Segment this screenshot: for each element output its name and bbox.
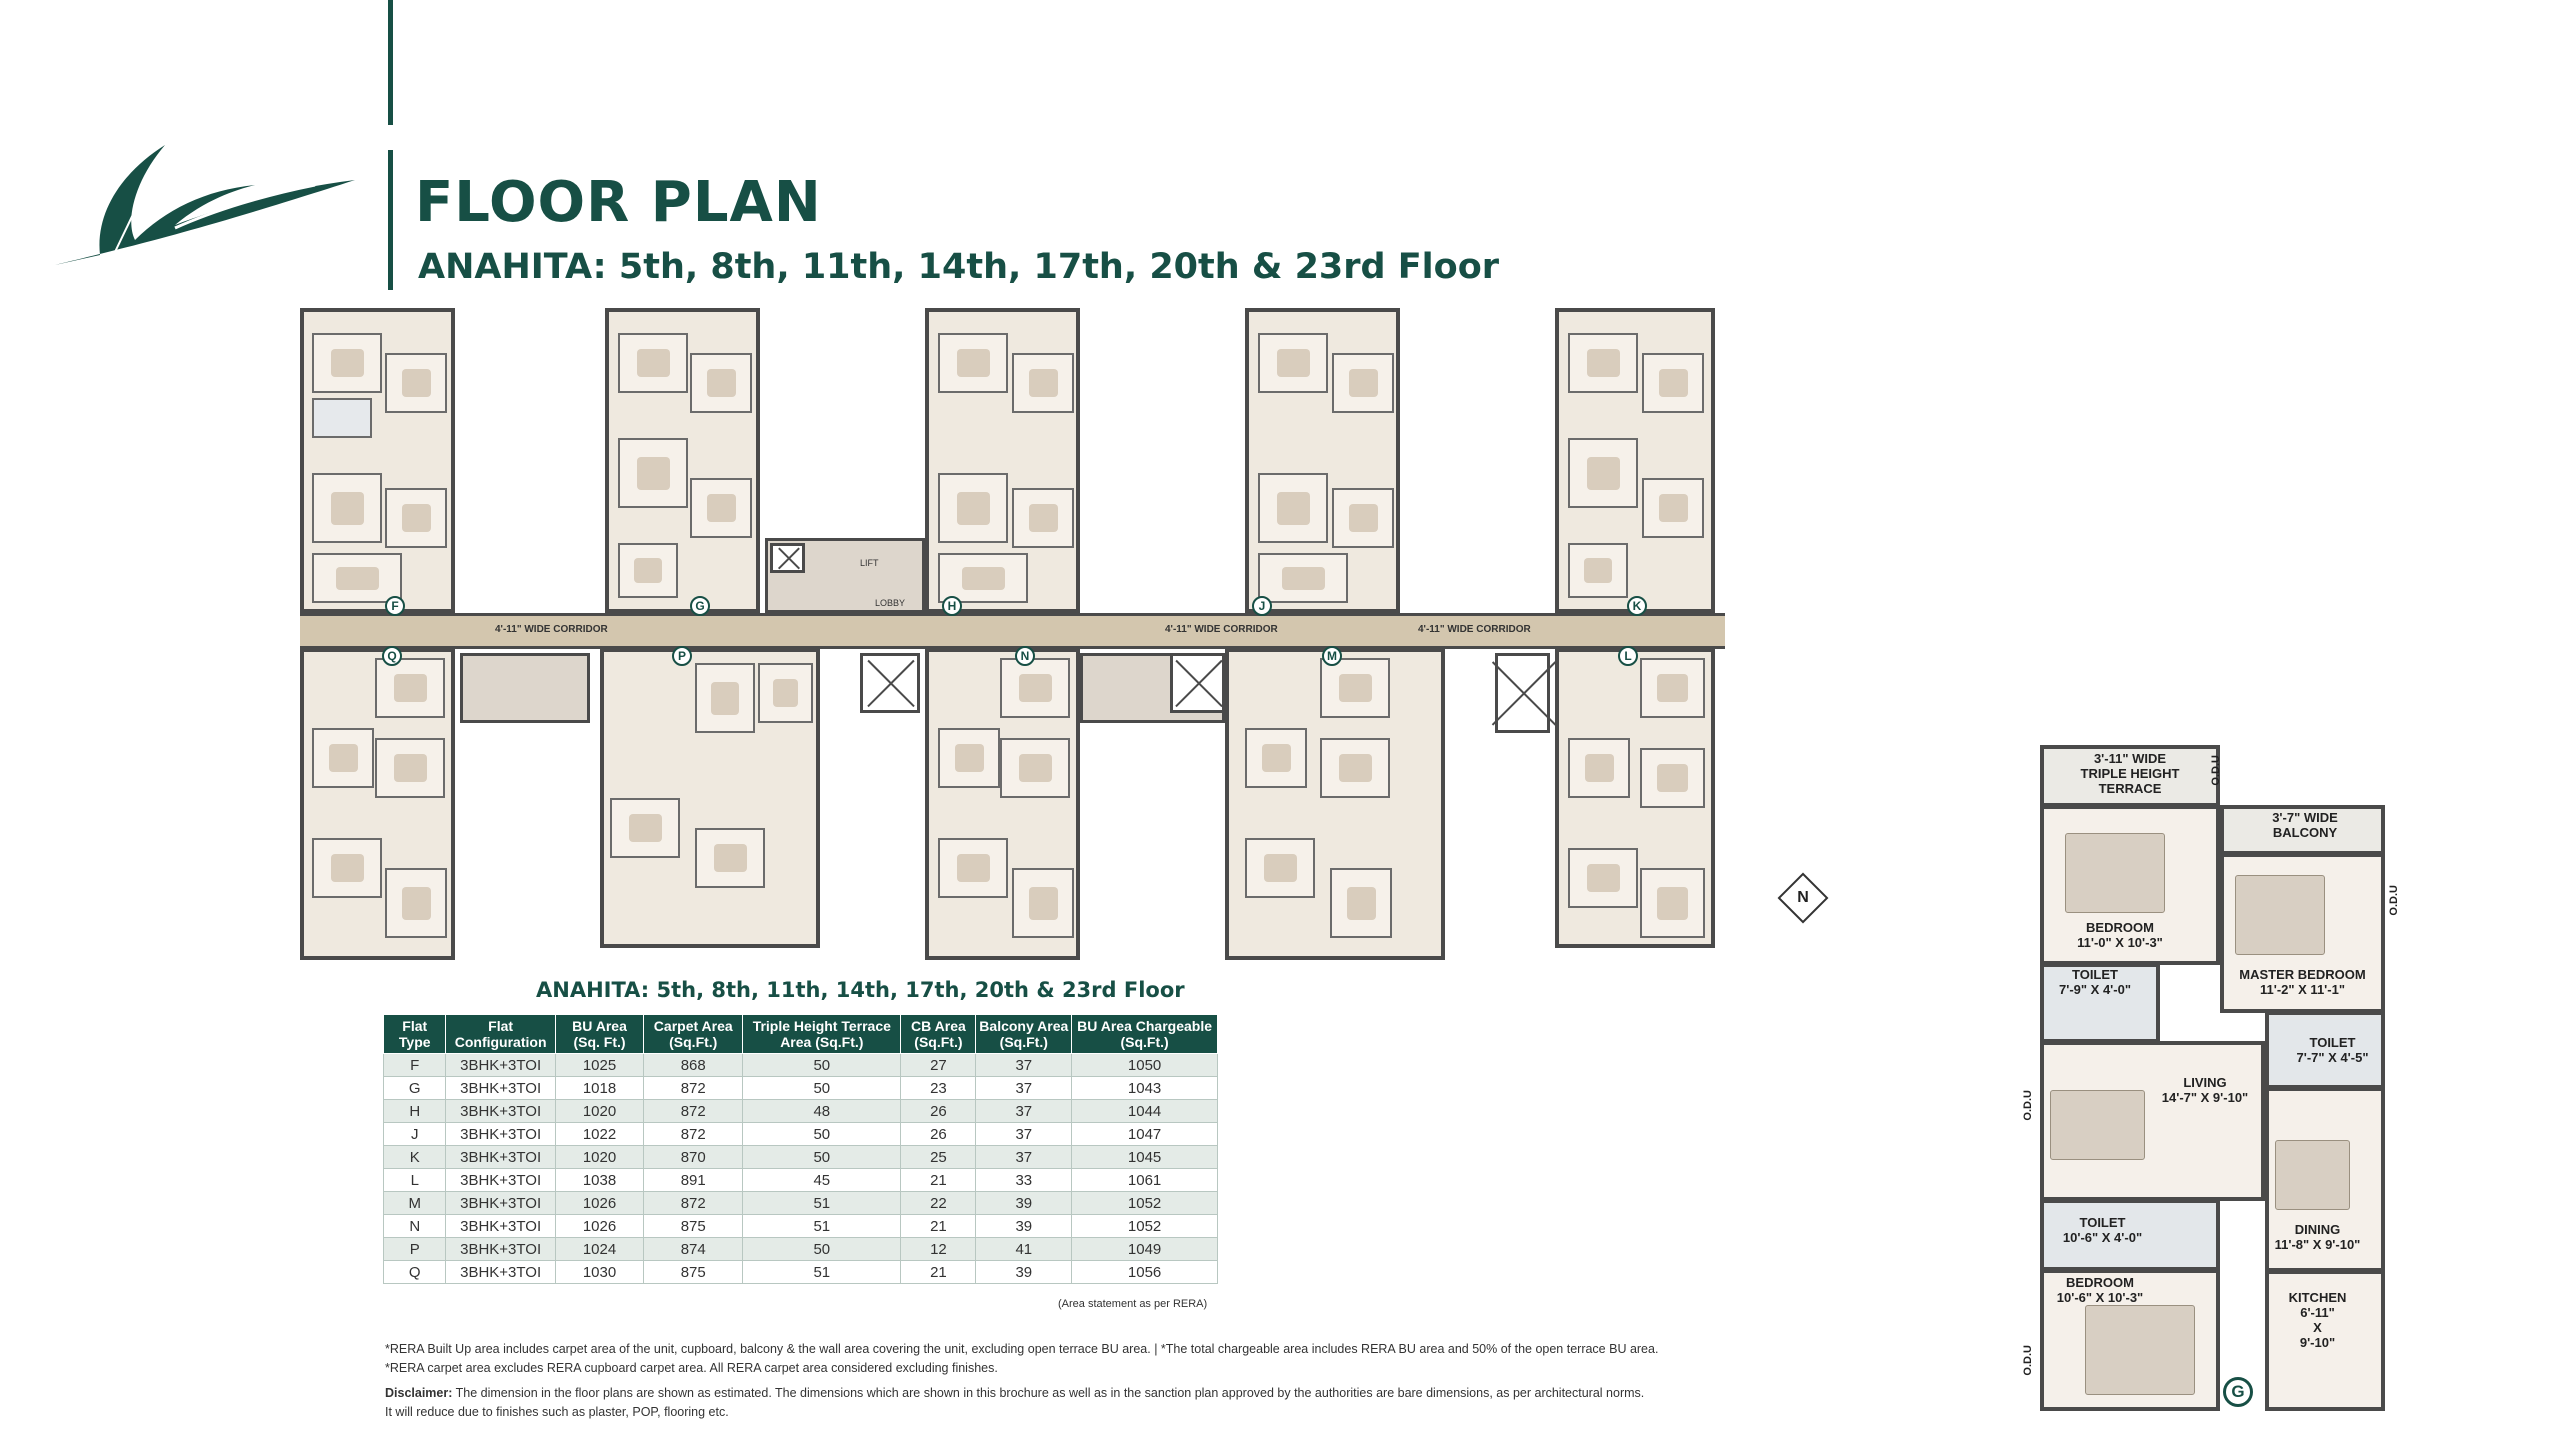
table-cell: 1043 [1072,1077,1218,1100]
room [1000,738,1070,798]
room [1245,728,1307,788]
table-cell: 41 [976,1238,1072,1261]
footnote: *RERA carpet area excludes RERA cupboard carpet area. All RERA carpet area considered excluding finishes. [385,1361,998,1375]
table-cell: 39 [976,1261,1072,1284]
table-cell: 3BHK+3TOI [446,1146,555,1169]
room [1640,868,1705,938]
room [1320,658,1390,718]
table-cell: 3BHK+3TOI [446,1192,555,1215]
room [1258,333,1328,393]
disclaimer-label: Disclaimer: [385,1386,453,1400]
table-cell: 50 [743,1238,901,1261]
table-cell: J [384,1123,446,1146]
room [618,438,688,508]
table-cell: 1056 [1072,1261,1218,1284]
bedroom-2-label: BEDROOM 10'-6" X 10'-3" [2056,1275,2144,1305]
table-cell: 1052 [1072,1215,1218,1238]
kitchen-label: KITCHEN 6'-11" X 9'-10" [2288,1290,2347,1350]
flat-badge-j: J [1252,596,1272,616]
table-cell: 1049 [1072,1238,1218,1261]
room [375,738,445,798]
table-cell: 1044 [1072,1100,1218,1123]
area-table-title: ANAHITA: 5th, 8th, 11th, 14th, 17th, 20th & 23rd Floor [536,978,1185,1002]
lobby-label: LOBBY [875,598,906,608]
sofa-icon [2050,1090,2145,1160]
table-cell: F [384,1054,446,1077]
room [938,333,1008,393]
toilet-2-label: TOILET 7'-7" X 4'-5" [2296,1035,2369,1065]
room [1320,738,1390,798]
table-cell: 870 [644,1146,743,1169]
room [375,658,445,718]
shaft [860,653,920,713]
living-label: LIVING 14'-7" X 9'-10" [2161,1075,2249,1105]
flat-badge-f: F [385,596,405,616]
bed-icon [2085,1305,2195,1395]
room [1568,738,1630,798]
table-header: Flat Type [384,1015,446,1054]
table-cell: 37 [976,1146,1072,1169]
shaft [1495,653,1550,733]
room [1258,553,1348,603]
table-cell: 3BHK+3TOI [446,1123,555,1146]
north-arrow-icon: N [1778,873,1829,924]
table-cell: 1050 [1072,1054,1218,1077]
flat-badge-g: G [690,596,710,616]
table-cell: 3BHK+3TOI [446,1169,555,1192]
table-cell: 1020 [555,1100,644,1123]
corridor-label: 4'-11" WIDE CORRIDOR [1165,624,1278,635]
table-cell: 3BHK+3TOI [446,1077,555,1100]
disclaimer [385,1384,1735,1403]
room [610,798,680,858]
flat-badge-m: M [1322,646,1342,666]
table-row [384,1238,1218,1261]
table-cell: 50 [743,1077,901,1100]
room [1012,868,1074,938]
table-row [384,1054,1218,1077]
table-cell: 25 [901,1146,976,1169]
room [1332,353,1394,413]
table-cell: 1038 [555,1169,644,1192]
odu-label: O.D.U [2022,1345,2034,1376]
table-cell: 1026 [555,1192,644,1215]
table-cell: 27 [901,1054,976,1077]
room [1258,473,1328,543]
room [312,398,372,438]
table-row [384,1123,1218,1146]
room [1332,488,1394,548]
table-cell: N [384,1215,446,1238]
table-header: Triple Height Terrace Area (Sq.Ft.) [743,1015,901,1054]
table-header: Carpet Area (Sq.Ft.) [644,1015,743,1054]
room [312,838,382,898]
table-cell: 3BHK+3TOI [446,1100,555,1123]
room [938,473,1008,543]
building-floor-plan [300,308,1730,960]
dining-label: DINING 11'-8" X 9'-10" [2274,1222,2361,1252]
table-cell: 50 [743,1146,901,1169]
room [312,728,374,788]
room [758,663,813,723]
table-cell: 1025 [555,1054,644,1077]
table-cell: L [384,1169,446,1192]
table-cell: 37 [976,1100,1072,1123]
table-cell: 868 [644,1054,743,1077]
room [1000,658,1070,718]
table-cell: 3BHK+3TOI [446,1054,555,1077]
room [690,478,752,538]
table-cell: 875 [644,1261,743,1284]
table-cell: 37 [976,1123,1072,1146]
table-header: Flat Configuration [446,1015,555,1054]
room [1330,868,1392,938]
room [1568,543,1628,598]
stair-core [460,653,590,723]
table-cell: 1024 [555,1238,644,1261]
table-cell: P [384,1238,446,1261]
area-statement-table [383,1014,1218,1284]
flat-badge-n: N [1015,646,1035,666]
flat-badge-k: K [1627,596,1647,616]
table-cell: 51 [743,1192,901,1215]
page-title: FLOOR PLAN [415,170,822,235]
table-cell: 12 [901,1238,976,1261]
room [385,353,447,413]
leaf-logo-icon [55,140,355,275]
table-cell: 874 [644,1238,743,1261]
room [695,828,765,888]
toilet-3-label: TOILET 10'-6" X 4'-0" [2062,1215,2143,1245]
table-cell: 50 [743,1123,901,1146]
table-cell: Q [384,1261,446,1284]
page-subtitle: ANAHITA: 5th, 8th, 11th, 14th, 17th, 20th & 23rd Floor [418,247,1500,287]
table-header: BU Area (Sq. Ft.) [555,1015,644,1054]
flat-badge-h: H [942,596,962,616]
table-header: BU Area Chargeable (Sq.Ft.) [1072,1015,1218,1054]
table-cell: G [384,1077,446,1100]
header-divider [388,0,393,125]
room [1568,333,1638,393]
room [690,353,752,413]
table-cell: 3BHK+3TOI [446,1238,555,1261]
table-cell: 45 [743,1169,901,1192]
area-note: (Area statement as per RERA) [1058,1298,1208,1310]
room [938,728,1000,788]
table-cell: K [384,1146,446,1169]
table-cell: 891 [644,1169,743,1192]
table-cell: 1020 [555,1146,644,1169]
room [1245,838,1315,898]
table-cell: 39 [976,1215,1072,1238]
table-row [384,1169,1218,1192]
table-cell: 50 [743,1054,901,1077]
room [618,333,688,393]
table-cell: 872 [644,1123,743,1146]
flat-badge-q: Q [382,646,402,666]
table-cell: 51 [743,1215,901,1238]
table-cell: 1030 [555,1261,644,1284]
table-cell: 872 [644,1192,743,1215]
table-cell: 1052 [1072,1192,1218,1215]
room [1012,353,1074,413]
odu-label: O.D.U [2210,755,2222,786]
room [1012,488,1074,548]
table-cell: 22 [901,1192,976,1215]
table-cell: 37 [976,1054,1072,1077]
table-row [384,1261,1218,1284]
odu-label: O.D.U [2022,1090,2034,1121]
lift-label: LIFT [860,558,879,568]
room [312,553,402,603]
table-cell: 33 [976,1169,1072,1192]
room [1640,658,1705,718]
footnote: It will reduce due to finishes such as plaster, POP, flooring etc. [385,1405,729,1419]
shaft [770,543,805,573]
terrace-label: 3'-11" WIDE TRIPLE HEIGHT TERRACE [2080,751,2180,796]
master-bedroom-label: MASTER BEDROOM 11'-2" X 11'-1" [2239,967,2366,997]
room [1568,848,1638,908]
flat-badge-p: P [672,646,692,666]
footnote: *RERA Built Up area includes carpet area of the unit, cupboard, balcony & the wall area covering the unit, excluding open terrace BU area. | *The total chargeable area includes RERA BU area and 50% of the open terrace BU area. [385,1342,1659,1356]
table-cell: M [384,1192,446,1215]
table-cell: 39 [976,1192,1072,1215]
room [385,488,447,548]
table-cell: 1061 [1072,1169,1218,1192]
shaft [1170,653,1225,713]
room [938,838,1008,898]
table-cell: 1018 [555,1077,644,1100]
bed-icon [2235,875,2325,955]
odu-label: O.D.U [2388,885,2400,916]
toilet-1-label: TOILET 7'-9" X 4'-0" [2059,967,2131,997]
room [312,333,382,393]
table-cell: 21 [901,1169,976,1192]
balcony-label: 3'-7" WIDE BALCONY [2272,810,2338,840]
unit-plan-g [2010,745,2400,1415]
room [1640,748,1705,808]
table-cell: 1045 [1072,1146,1218,1169]
disclaimer-text: The dimension in the floor plans are shown as estimated. The dimensions which are shown in this brochure as well as in the sanction plan approved by the authorities are bare dimensions, as per architectural norms. [452,1386,1645,1400]
room [695,663,755,733]
header-divider-lower [388,150,393,290]
table-cell: 37 [976,1077,1072,1100]
table-cell: 872 [644,1100,743,1123]
table-cell: 1022 [555,1123,644,1146]
room [312,473,382,543]
room [1642,478,1704,538]
table-cell: 26 [901,1100,976,1123]
corridor-label: 4'-11" WIDE CORRIDOR [1418,624,1531,635]
table-cell: 23 [901,1077,976,1100]
room [618,543,678,598]
room [385,868,447,938]
table-row [384,1146,1218,1169]
flat-badge-l: L [1618,646,1638,666]
footnotes [385,1340,1735,1422]
table-cell: 3BHK+3TOI [446,1215,555,1238]
table-row [384,1077,1218,1100]
room [1642,353,1704,413]
bed-icon [2065,833,2165,913]
table-cell: 26 [901,1123,976,1146]
table-header: Balcony Area (Sq.Ft.) [976,1015,1072,1054]
table-header: CB Area (Sq.Ft.) [901,1015,976,1054]
table-cell: 21 [901,1215,976,1238]
table-cell: 51 [743,1261,901,1284]
bedroom-1-label: BEDROOM 11'-0" X 10'-3" [2077,920,2163,950]
table-cell: 872 [644,1077,743,1100]
table-cell: 875 [644,1215,743,1238]
table-cell: 21 [901,1261,976,1284]
dining-table-icon [2275,1140,2350,1210]
room [1568,438,1638,508]
table-row [384,1215,1218,1238]
unit-badge-g: G [2223,1377,2253,1407]
table-row [384,1100,1218,1123]
table-cell: 3BHK+3TOI [446,1261,555,1284]
table-cell: H [384,1100,446,1123]
table-row [384,1192,1218,1215]
table-cell: 1026 [555,1215,644,1238]
table-cell: 1047 [1072,1123,1218,1146]
corridor-label: 4'-11" WIDE CORRIDOR [495,624,608,635]
table-cell: 48 [743,1100,901,1123]
